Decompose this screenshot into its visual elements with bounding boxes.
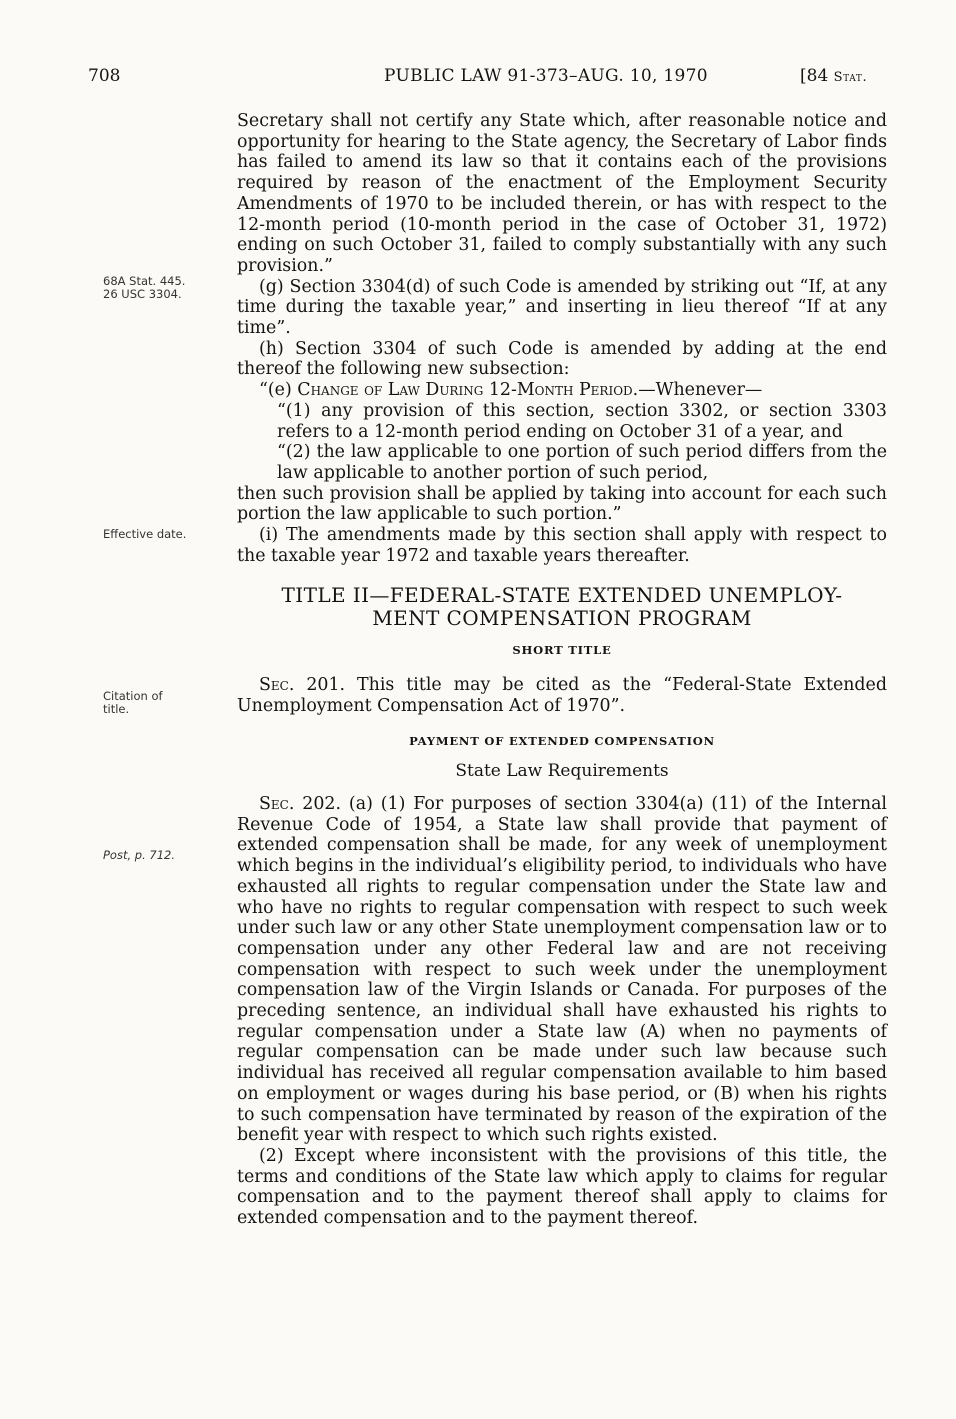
paragraph-i: (i) The amendments made by this section shall apply with respect to the taxable year 1972 and taxable years thereafter. <box>237 525 887 566</box>
subsection-e-lead: “(e) <box>259 380 298 401</box>
paragraph-h: (h) Section 3304 of such Code is amended by adding at the end thereof the following new subsection: <box>237 338 887 380</box>
volume-stat: Stat. <box>833 70 868 85</box>
margin-post-reference: Post, p. 712. <box>103 848 175 862</box>
document-body <box>237 111 887 1229</box>
running-title: PUBLIC LAW 91-373–AUG. 10, 1970 <box>384 66 708 86</box>
section-202 <box>237 794 887 1146</box>
state-law-heading: State Law Requirements <box>455 761 669 782</box>
subsection-e-caption: Change of Law During 12-Month Period. <box>297 380 639 401</box>
title-line-1: TITLE II—FEDERAL-STATE EXTENDED UNEMPLOY- <box>281 583 843 608</box>
short-title-heading: SHORT TITLE <box>512 643 612 658</box>
volume-reference <box>800 66 867 86</box>
paragraph-e2: “(2) the law applicable to one portion of such period differs from the law applicable to another portion of such period, <box>277 442 887 483</box>
payment-heading: PAYMENT OF EXTENDED COMPENSATION <box>409 733 715 748</box>
title-heading <box>237 584 887 630</box>
section-201 <box>237 675 887 716</box>
page-header <box>0 66 956 92</box>
paragraph-subsection-e <box>237 380 887 401</box>
volume-prefix: [84 <box>800 66 834 86</box>
title-line-2: MENT COMPENSATION PROGRAM <box>372 606 752 631</box>
margin-citation-line-2: 26 USC 3304. <box>103 287 182 301</box>
paragraph-then: then such provision shall be applied by taking into account for each such portion the law applicable to such portion.” <box>237 483 887 525</box>
section-202-label: Sec. 202. <box>259 793 342 814</box>
margin-citation-of-title <box>103 690 223 716</box>
section-202-text: (a) (1) For purposes of section 3304(a) (11) of the Internal Revenue Code of 1954, a State law shall provide that payment of extended compensation shall be made, for any week of unemployment which begins in the individual’s eligibility period, to individuals who have exhausted all rights to regular compensation under the State law and who have no rights to regular compensation with respect to such week under such law or any other State unemployment compensation law or to compensation under any other Federal law and are not receiving compensation with respect to such week under the unemployment compensation law of the Virgin Islands or Canada. For purposes of the preceding sentence, an individual shall have exhausted his rights to regular compensation under a State law (A) when no payments of regular compensation can be made under such law because such individual has received all regular compensation available to him based on employment or wages during his base period, or (B) when his rights to such compensation have terminated by reason of the expiration of the benefit year with respect to which such rights existed. <box>237 793 887 1146</box>
paragraph-a2: (2) Except where inconsistent with the provisions of this title, the terms and conditions of the State law which apply to claims for regular compensation and to the payment thereof shall apply to claims for extended compensation and to the payment thereof. <box>237 1145 887 1229</box>
section-201-label: Sec. 201. <box>259 675 346 696</box>
margin-citation-68a <box>103 275 223 301</box>
page-number: 708 <box>88 66 121 86</box>
section-201-text: This title may be cited as the “Federal-State Extended Unemployment Compensation Act of 1970”. <box>237 675 887 716</box>
margin-effective-date: Effective date. <box>103 527 187 541</box>
paragraph-g: (g) Section 3304(d) of such Code is amended by striking out “If, at any time during the taxable year,” and inserting in lieu thereof “If at any time”. <box>237 276 887 339</box>
margin-citation-of-title-line-1: Citation of <box>103 689 163 703</box>
margin-citation-of-title-line-2: title. <box>103 702 130 716</box>
subsection-e-rest: —Whenever— <box>638 380 763 401</box>
margin-citation-line-1: 68A Stat. 445. <box>103 274 186 288</box>
paragraph-e1: “(1) any provision of this section, section 3302, or section 3303 refers to a 12-month period ending on October 31 of a year, and <box>277 400 887 442</box>
paragraph-continuation: Secretary shall not certify any State which, after reasonable notice and opportunity for hearing to the State agency, the Secretary of Labor finds has failed to amend its law so that it contains each of the provisions required by reason of the enactment of the Employment Security Amendments of 1970 to be included therein, or has with respect to the 12-month period (10-month period in the case of October 31, 1972) ending on such October 31, failed to comply substantially with any such provision.” <box>237 111 887 276</box>
